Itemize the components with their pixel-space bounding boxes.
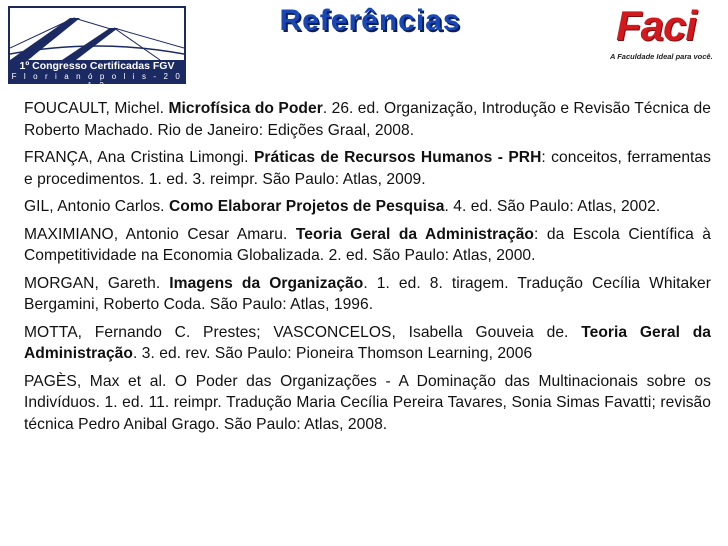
faci-brand: Faci xyxy=(616,2,697,49)
reference-list xyxy=(24,98,711,441)
reference-author: MORGAN, Gareth. xyxy=(24,274,161,292)
reference-details: . 1. ed. 8. tiragem. Tradução Cecília Whitaker Bergamini, Roberto Coda. São Paulo: Atlas, 1996. xyxy=(24,274,712,313)
bridge-icon xyxy=(10,8,184,60)
reference-title: Como Elaborar Projetos de Pesquisa xyxy=(168,198,445,215)
reference-item xyxy=(24,322,711,365)
reference-item xyxy=(24,224,711,267)
reference-author: GIL, Antonio Carlos. xyxy=(24,198,165,215)
reference-title: Práticas de Recursos Humanos - PRH xyxy=(253,149,542,166)
reference-title: Imagens da Organização xyxy=(169,274,364,292)
reference-title: Teoria Geral da Administração xyxy=(24,323,711,362)
congress-name: 1º Congresso Certificadas FGV xyxy=(19,60,175,72)
reference-item xyxy=(24,147,711,190)
reference-details: . 26. ed. Organização, Introdução e Revisão Técnica de Roberto Machado. Rio de Janeiro: Edições Graal, 2008. xyxy=(24,100,711,139)
reference-details: . 4. ed. São Paulo: Atlas, 2002. xyxy=(444,198,661,215)
reference-item xyxy=(24,273,711,316)
reference-author: MOTTA, Fernando C. Prestes; VASCONCELOS, Isabella Gouveia de. xyxy=(24,323,569,341)
congress-city: F l o r i a n ó p o l i s - 2 0 1 2 xyxy=(11,72,183,90)
reference-author: MAXIMIANO, Antonio Cesar Amaru. xyxy=(24,225,288,243)
reference-title: Teoria Geral da Administração xyxy=(295,225,534,243)
bridge-graphic xyxy=(8,6,186,62)
faci-slogan: A Faculdade Ideal para você. xyxy=(610,52,713,61)
congress-logo xyxy=(8,6,186,90)
reference-details: : da Escola Científica à Competitividade na Economia Globalizada. 2. ed. São Paulo: Atlas, 2000. xyxy=(24,225,712,264)
reference-details: . 3. ed. rev. São Paulo: Pioneira Thomson Learning, 2006 xyxy=(132,345,533,362)
faci-logo xyxy=(610,2,726,68)
reference-author: FOUCAULT, Michel. xyxy=(24,100,165,117)
congress-band xyxy=(8,60,186,90)
reference-title: Microfísica do Poder xyxy=(168,100,323,117)
reference-author: FRANÇA, Ana Cristina Limongi. xyxy=(24,149,249,166)
page-title: Referências xyxy=(279,4,461,37)
reference-item xyxy=(24,98,711,141)
reference-details: : conceitos, ferramentas e procedimentos. 1. ed. 3. reimpr. São Paulo: Atlas, 2009. xyxy=(24,149,712,188)
reference-author: PAGÈS, Max et al. O Poder das Organizações - A Dominação das Multinacionais sobre os Indivíduos. 1. ed. 11. reimpr. Tradução Maria Cecília Pereira Tavares, Sonia Simas Favatti; revisão técnica Pedro Anibal Grago. São Paulo: Atlas, 2008. xyxy=(24,372,711,433)
reference-item xyxy=(24,196,711,218)
reference-item xyxy=(24,371,711,436)
